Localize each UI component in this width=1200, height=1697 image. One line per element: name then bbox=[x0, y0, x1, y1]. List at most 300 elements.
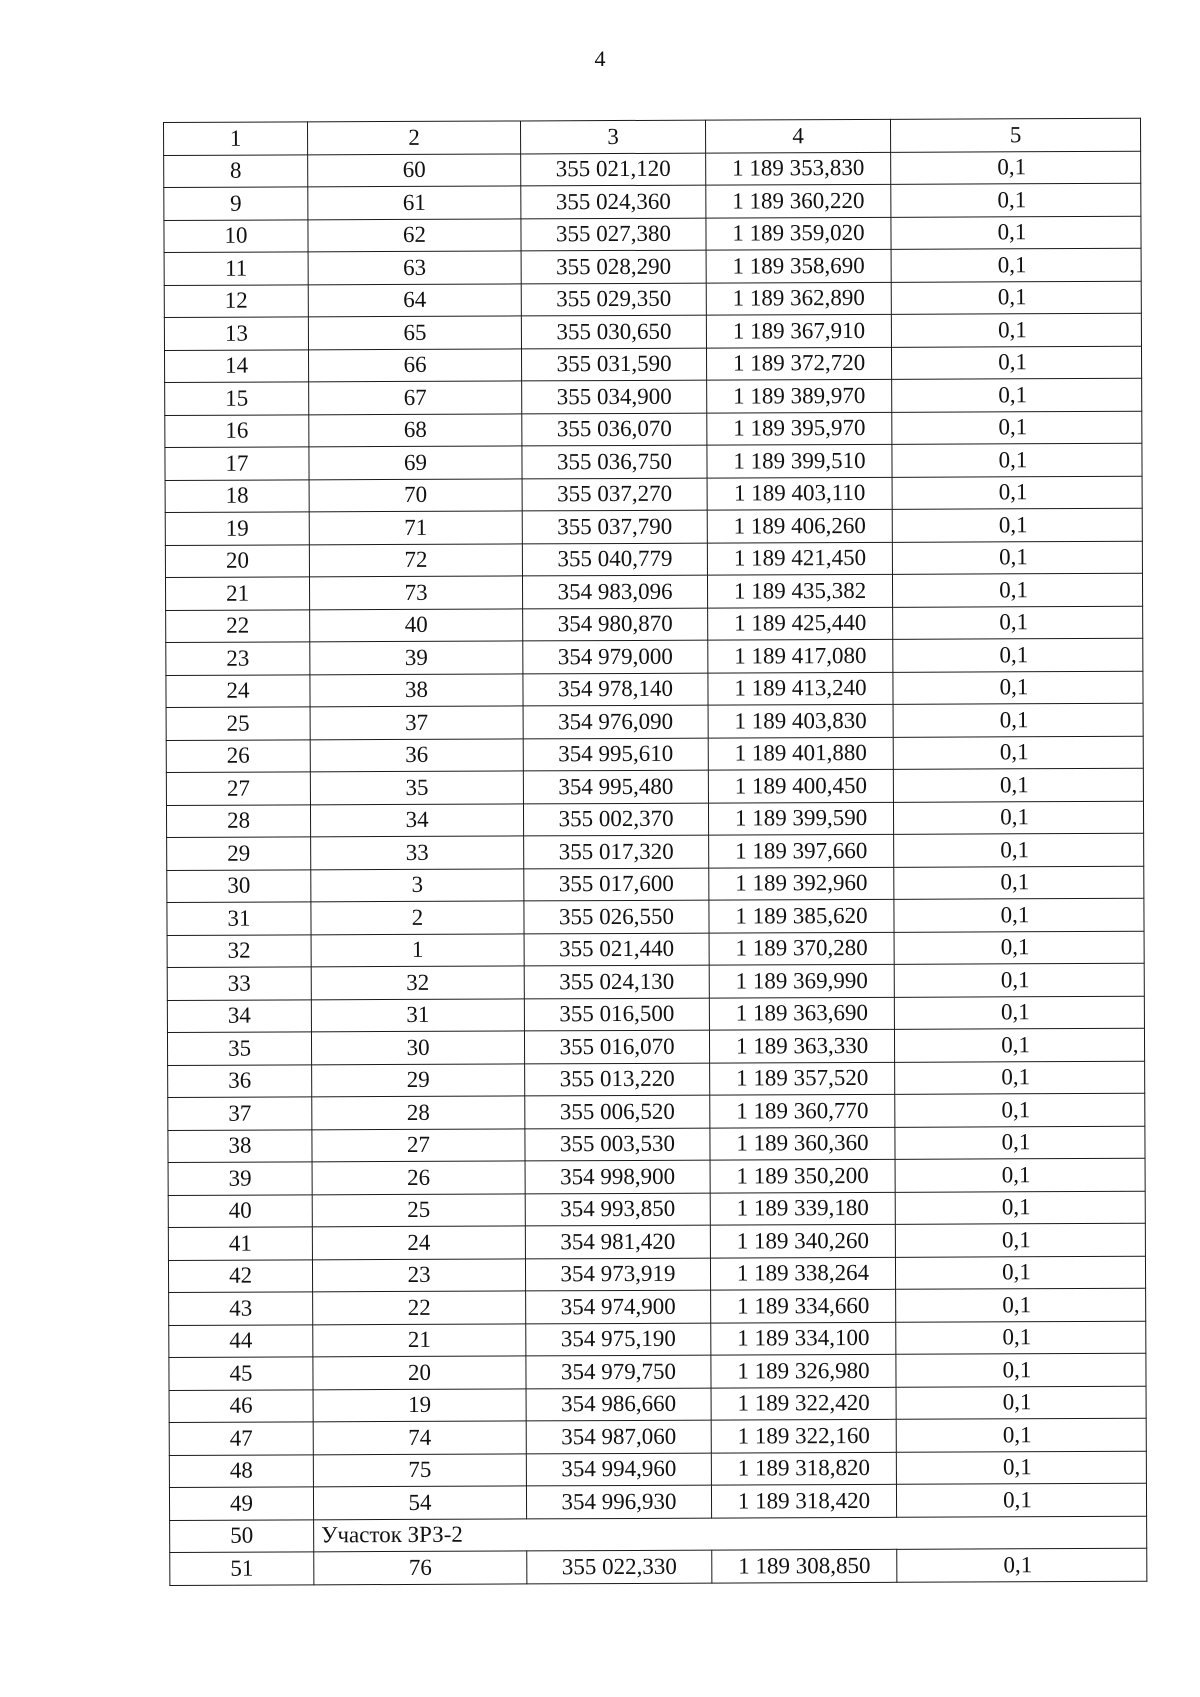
table-row bbox=[165, 541, 1142, 578]
y-coordinate-cell: 1 189 326,980 bbox=[711, 1354, 896, 1387]
x-coordinate-cell: 354 974,900 bbox=[526, 1290, 711, 1323]
accuracy-value: 0,1 bbox=[1001, 1129, 1031, 1155]
point-number-cell: 61 bbox=[308, 186, 521, 219]
point-number-cell: 71 bbox=[309, 511, 522, 544]
accuracy-value: 0,1 bbox=[999, 576, 1028, 603]
x-coordinate-cell: 354 993,850 bbox=[525, 1193, 710, 1226]
accuracy-value: 0,1 bbox=[1003, 1486, 1032, 1513]
y-coordinate-cell: 1 189 389,970 bbox=[707, 379, 892, 412]
table-row bbox=[164, 216, 1141, 253]
accuracy-cell bbox=[894, 1028, 1144, 1062]
table-row bbox=[167, 833, 1144, 870]
table-row bbox=[164, 151, 1141, 188]
table-row bbox=[164, 346, 1141, 383]
accuracy-value: 0,1 bbox=[1001, 1226, 1031, 1253]
accuracy-value: 0,1 bbox=[999, 674, 1029, 700]
table-row bbox=[169, 1451, 1146, 1488]
accuracy-cell bbox=[896, 1483, 1146, 1517]
row-number-cell: 28 bbox=[166, 804, 310, 837]
y-coordinate-cell: 1 189 362,890 bbox=[706, 282, 891, 315]
accuracy-value: 0,1 bbox=[998, 381, 1028, 408]
row-number-cell: 8 bbox=[164, 154, 308, 187]
accuracy-value: 0,1 bbox=[1000, 869, 1030, 895]
accuracy-cell bbox=[896, 1321, 1146, 1355]
accuracy-cell bbox=[896, 1451, 1146, 1485]
accuracy-cell bbox=[893, 606, 1143, 640]
accuracy-value: 0,1 bbox=[1002, 1324, 1032, 1350]
row-number-cell: 15 bbox=[165, 382, 309, 415]
accuracy-cell bbox=[892, 411, 1142, 445]
accuracy-value: 0,1 bbox=[998, 446, 1028, 473]
row-number-cell: 31 bbox=[167, 902, 311, 935]
point-number-cell: 74 bbox=[313, 1421, 526, 1454]
row-number-cell: 11 bbox=[164, 252, 308, 285]
point-number-cell: 3 bbox=[311, 868, 524, 901]
x-coordinate-cell: 354 976,090 bbox=[523, 705, 708, 738]
row-number-cell: 12 bbox=[164, 284, 308, 317]
column-header: 4 bbox=[705, 119, 890, 152]
point-number-cell: 27 bbox=[312, 1128, 525, 1161]
row-number-cell: 37 bbox=[168, 1097, 312, 1130]
accuracy-cell bbox=[896, 1288, 1146, 1322]
accuracy-cell bbox=[895, 1223, 1145, 1257]
x-coordinate-cell: 355 017,320 bbox=[524, 835, 709, 868]
coordinates-table bbox=[163, 118, 1147, 1586]
point-number-cell: 38 bbox=[310, 673, 523, 706]
point-number-cell: 25 bbox=[312, 1193, 525, 1226]
y-coordinate-cell: 1 189 358,690 bbox=[706, 249, 891, 282]
x-coordinate-cell: 355 017,600 bbox=[524, 868, 709, 901]
y-coordinate-cell: 1 189 339,180 bbox=[710, 1192, 895, 1225]
accuracy-cell bbox=[895, 1158, 1145, 1192]
accuracy-cell bbox=[891, 313, 1141, 347]
accuracy-value: 0,1 bbox=[999, 771, 1029, 798]
accuracy-value: 0,1 bbox=[998, 544, 1028, 570]
table-row bbox=[164, 248, 1141, 285]
point-number-cell: 67 bbox=[309, 381, 522, 414]
y-coordinate-cell: 1 189 360,770 bbox=[710, 1094, 895, 1127]
row-number-cell: 16 bbox=[165, 414, 309, 447]
point-number-cell: 29 bbox=[312, 1063, 525, 1096]
accuracy-value: 0,1 bbox=[1001, 1031, 1030, 1058]
table-row bbox=[169, 1288, 1146, 1325]
accuracy-value: 0,1 bbox=[997, 154, 1027, 180]
y-coordinate-cell: 1 189 406,260 bbox=[707, 509, 892, 542]
row-number-cell: 20 bbox=[165, 544, 309, 577]
x-coordinate-cell: 355 037,270 bbox=[522, 478, 707, 511]
y-coordinate-cell: 1 189 360,220 bbox=[706, 184, 891, 217]
row-number-cell: 44 bbox=[169, 1324, 313, 1357]
point-number-cell: 63 bbox=[308, 251, 521, 284]
row-number-cell: 21 bbox=[165, 577, 309, 610]
accuracy-cell bbox=[892, 378, 1142, 412]
point-number-cell: 32 bbox=[311, 966, 524, 999]
x-coordinate-cell: 354 986,660 bbox=[526, 1388, 711, 1421]
row-number-cell: 30 bbox=[167, 869, 311, 902]
table-row bbox=[167, 866, 1144, 903]
y-coordinate-cell: 1 189 322,160 bbox=[711, 1419, 896, 1452]
table-row bbox=[166, 768, 1143, 805]
y-coordinate-cell: 1 189 308,850 bbox=[712, 1549, 897, 1582]
y-coordinate-cell: 1 189 367,910 bbox=[706, 314, 891, 347]
point-number-cell: 62 bbox=[308, 218, 521, 251]
row-number-cell: 23 bbox=[166, 642, 310, 675]
x-coordinate-cell: 355 016,500 bbox=[524, 998, 709, 1031]
accuracy-cell bbox=[893, 768, 1143, 802]
x-coordinate-cell: 354 979,000 bbox=[523, 640, 708, 673]
table-row bbox=[166, 703, 1143, 740]
table-row bbox=[165, 411, 1142, 448]
accuracy-cell bbox=[895, 1126, 1145, 1160]
point-number-cell: 19 bbox=[313, 1388, 526, 1421]
point-number-cell: 70 bbox=[309, 478, 522, 511]
y-coordinate-cell: 1 189 369,990 bbox=[709, 964, 894, 997]
column-header: 5 bbox=[890, 118, 1140, 152]
x-coordinate-cell: 355 006,520 bbox=[525, 1095, 710, 1128]
column-header: 2 bbox=[308, 121, 521, 154]
y-coordinate-cell: 1 189 397,660 bbox=[709, 834, 894, 867]
section-label: Участок ЗРЗ-2 bbox=[314, 1516, 1147, 1552]
table-row bbox=[169, 1483, 1146, 1520]
x-coordinate-cell: 354 995,480 bbox=[523, 770, 708, 803]
x-coordinate-cell: 355 027,380 bbox=[521, 218, 706, 251]
accuracy-cell bbox=[893, 671, 1143, 705]
accuracy-value: 0,1 bbox=[1002, 1356, 1032, 1383]
x-coordinate-cell: 354 996,930 bbox=[526, 1485, 711, 1518]
point-number-cell: 31 bbox=[311, 998, 524, 1031]
accuracy-value: 0,1 bbox=[997, 316, 1027, 343]
x-coordinate-cell: 354 981,420 bbox=[525, 1225, 710, 1258]
point-number-cell: 72 bbox=[309, 543, 522, 576]
x-coordinate-cell: 355 021,440 bbox=[524, 933, 709, 966]
y-coordinate-cell: 1 189 334,660 bbox=[711, 1289, 896, 1322]
point-number-cell: 54 bbox=[313, 1486, 526, 1519]
row-number-cell: 48 bbox=[169, 1454, 313, 1487]
point-number-cell: 30 bbox=[311, 1031, 524, 1064]
y-coordinate-cell: 1 189 400,450 bbox=[708, 769, 893, 802]
y-coordinate-cell: 1 189 338,264 bbox=[710, 1257, 895, 1290]
accuracy-value: 0,1 bbox=[997, 186, 1027, 213]
accuracy-value: 0,1 bbox=[998, 511, 1028, 538]
table-row bbox=[167, 1028, 1144, 1065]
table-row bbox=[168, 1191, 1145, 1228]
point-number-cell: 23 bbox=[312, 1258, 525, 1291]
table-row bbox=[166, 671, 1143, 708]
accuracy-cell bbox=[891, 216, 1141, 250]
accuracy-value: 0,1 bbox=[1000, 901, 1030, 928]
accuracy-value: 0,1 bbox=[1002, 1454, 1032, 1480]
column-header: 3 bbox=[520, 120, 705, 153]
x-coordinate-cell: 355 031,590 bbox=[521, 348, 706, 381]
table-row bbox=[164, 281, 1141, 318]
accuracy-cell bbox=[892, 476, 1142, 510]
x-coordinate-cell: 355 036,070 bbox=[522, 413, 707, 446]
y-coordinate-cell: 1 189 359,020 bbox=[706, 217, 891, 250]
point-number-cell: 76 bbox=[314, 1551, 527, 1584]
y-coordinate-cell: 1 189 360,360 bbox=[710, 1127, 895, 1160]
accuracy-cell bbox=[891, 248, 1141, 282]
row-number-cell: 27 bbox=[166, 772, 310, 805]
x-coordinate-cell: 355 037,790 bbox=[522, 510, 707, 543]
point-number-cell: 65 bbox=[308, 316, 521, 349]
table-row bbox=[168, 1223, 1145, 1260]
accuracy-value: 0,1 bbox=[999, 739, 1029, 765]
row-number-cell: 29 bbox=[167, 837, 311, 870]
accuracy-cell bbox=[894, 931, 1144, 965]
table-row bbox=[166, 606, 1143, 643]
accuracy-cell bbox=[894, 898, 1144, 932]
x-coordinate-cell: 354 983,096 bbox=[522, 575, 707, 608]
table-row bbox=[167, 931, 1144, 968]
accuracy-value: 0,1 bbox=[999, 609, 1029, 635]
x-coordinate-cell: 355 040,779 bbox=[522, 543, 707, 576]
point-number-cell: 75 bbox=[313, 1453, 526, 1486]
y-coordinate-cell: 1 189 318,420 bbox=[711, 1484, 896, 1517]
accuracy-cell bbox=[893, 703, 1143, 737]
y-coordinate-cell: 1 189 363,690 bbox=[709, 997, 894, 1030]
table-row bbox=[168, 1256, 1145, 1293]
x-coordinate-cell: 354 994,960 bbox=[526, 1453, 711, 1486]
table-row bbox=[165, 476, 1142, 513]
x-coordinate-cell: 355 002,370 bbox=[523, 803, 708, 836]
accuracy-cell bbox=[896, 1418, 1146, 1452]
accuracy-cell bbox=[892, 443, 1142, 477]
accuracy-cell bbox=[891, 281, 1141, 315]
y-coordinate-cell: 1 189 385,620 bbox=[709, 899, 894, 932]
y-coordinate-cell: 1 189 353,830 bbox=[706, 152, 891, 185]
accuracy-value: 0,1 bbox=[998, 349, 1027, 375]
accuracy-value: 0,1 bbox=[1000, 804, 1029, 830]
table-row bbox=[165, 443, 1142, 480]
accuracy-value: 0,1 bbox=[1000, 934, 1030, 960]
accuracy-value: 0,1 bbox=[1001, 1096, 1031, 1123]
x-coordinate-cell: 354 995,610 bbox=[523, 738, 708, 771]
x-coordinate-cell: 354 987,060 bbox=[526, 1420, 711, 1453]
x-coordinate-cell: 354 980,870 bbox=[523, 608, 708, 641]
point-number-cell: 35 bbox=[310, 771, 523, 804]
table-row bbox=[166, 638, 1143, 675]
x-coordinate-cell: 354 973,919 bbox=[525, 1258, 710, 1291]
row-number-cell: 10 bbox=[164, 219, 308, 252]
row-number-cell: 26 bbox=[166, 739, 310, 772]
accuracy-value: 0,1 bbox=[999, 641, 1029, 668]
row-number-cell: 51 bbox=[170, 1552, 314, 1585]
row-number-cell: 42 bbox=[168, 1259, 312, 1292]
row-number-cell: 46 bbox=[169, 1389, 313, 1422]
accuracy-cell bbox=[891, 151, 1141, 185]
y-coordinate-cell: 1 189 413,240 bbox=[708, 672, 893, 705]
y-coordinate-cell: 1 189 425,440 bbox=[708, 607, 893, 640]
y-coordinate-cell: 1 189 318,820 bbox=[711, 1452, 896, 1485]
accuracy-cell bbox=[893, 736, 1143, 770]
row-number-cell: 49 bbox=[169, 1487, 313, 1520]
accuracy-value: 0,1 bbox=[1001, 1064, 1031, 1090]
y-coordinate-cell: 1 189 370,280 bbox=[709, 932, 894, 965]
table-row bbox=[167, 996, 1144, 1033]
row-number-cell: 43 bbox=[169, 1292, 313, 1325]
y-coordinate-cell: 1 189 372,720 bbox=[706, 347, 891, 380]
row-number-cell: 34 bbox=[167, 999, 311, 1032]
accuracy-value: 0,1 bbox=[1000, 999, 1030, 1025]
accuracy-cell bbox=[895, 1191, 1145, 1225]
accuracy-cell bbox=[893, 801, 1143, 835]
accuracy-cell bbox=[896, 1386, 1146, 1420]
y-coordinate-cell: 1 189 334,100 bbox=[711, 1322, 896, 1355]
table-row bbox=[167, 898, 1144, 935]
accuracy-value: 0,1 bbox=[998, 414, 1028, 440]
x-coordinate-cell: 354 979,750 bbox=[526, 1355, 711, 1388]
y-coordinate-cell: 1 189 403,830 bbox=[708, 704, 893, 737]
point-number-cell: 69 bbox=[309, 446, 522, 479]
y-coordinate-cell: 1 189 350,200 bbox=[710, 1159, 895, 1192]
x-coordinate-cell: 354 998,900 bbox=[525, 1160, 710, 1193]
row-number-cell: 33 bbox=[167, 967, 311, 1000]
accuracy-cell bbox=[895, 1093, 1145, 1127]
y-coordinate-cell: 1 189 403,110 bbox=[707, 477, 892, 510]
point-number-cell: 40 bbox=[310, 608, 523, 641]
row-number-cell: 50 bbox=[170, 1519, 314, 1552]
point-number-cell: 34 bbox=[310, 803, 523, 836]
accuracy-cell bbox=[892, 508, 1142, 542]
x-coordinate-cell: 355 030,650 bbox=[521, 315, 706, 348]
x-coordinate-cell: 355 022,330 bbox=[527, 1550, 712, 1583]
y-coordinate-cell: 1 189 322,420 bbox=[711, 1387, 896, 1420]
point-number-cell: 68 bbox=[309, 413, 522, 446]
x-coordinate-cell: 355 013,220 bbox=[525, 1063, 710, 1096]
table-row bbox=[165, 378, 1142, 415]
y-coordinate-cell: 1 189 392,960 bbox=[709, 867, 894, 900]
row-number-cell: 24 bbox=[166, 674, 310, 707]
row-number-cell: 32 bbox=[167, 934, 311, 967]
x-coordinate-cell: 355 024,130 bbox=[524, 965, 709, 998]
table-row bbox=[165, 573, 1142, 610]
accuracy-cell bbox=[891, 183, 1141, 217]
table-row bbox=[168, 1061, 1145, 1098]
accuracy-cell bbox=[897, 1548, 1147, 1582]
row-number-cell: 25 bbox=[166, 707, 310, 740]
accuracy-value: 0,1 bbox=[997, 251, 1027, 278]
point-number-cell: 36 bbox=[310, 738, 523, 771]
table-body bbox=[164, 118, 1147, 1585]
accuracy-cell bbox=[895, 1061, 1145, 1095]
table-header-row bbox=[164, 118, 1141, 155]
x-coordinate-cell: 355 021,120 bbox=[521, 153, 706, 186]
y-coordinate-cell: 1 189 435,382 bbox=[707, 574, 892, 607]
accuracy-value: 0,1 bbox=[998, 479, 1028, 505]
accuracy-value: 0,1 bbox=[1001, 1161, 1031, 1188]
page-number: 4 bbox=[594, 46, 606, 71]
row-number-cell: 13 bbox=[164, 317, 308, 350]
row-number-cell: 18 bbox=[165, 479, 309, 512]
accuracy-value: 0,1 bbox=[1000, 836, 1030, 863]
x-coordinate-cell: 355 003,530 bbox=[525, 1128, 710, 1161]
table-row bbox=[164, 313, 1141, 350]
row-number-cell: 22 bbox=[166, 609, 310, 642]
point-number-cell: 2 bbox=[311, 901, 524, 934]
x-coordinate-cell: 355 016,070 bbox=[524, 1030, 709, 1063]
accuracy-value: 0,1 bbox=[1002, 1259, 1031, 1285]
row-number-cell: 47 bbox=[169, 1422, 313, 1455]
y-coordinate-cell: 1 189 363,330 bbox=[709, 1029, 894, 1062]
y-coordinate-cell: 1 189 401,880 bbox=[708, 737, 893, 770]
point-number-cell: 66 bbox=[308, 348, 521, 381]
row-number-cell: 45 bbox=[169, 1357, 313, 1390]
row-number-cell: 41 bbox=[168, 1227, 312, 1260]
x-coordinate-cell: 354 978,140 bbox=[523, 673, 708, 706]
row-number-cell: 35 bbox=[167, 1032, 311, 1065]
table-row bbox=[169, 1353, 1146, 1390]
x-coordinate-cell: 355 036,750 bbox=[522, 445, 707, 478]
point-number-cell: 39 bbox=[310, 641, 523, 674]
y-coordinate-cell: 1 189 340,260 bbox=[710, 1224, 895, 1257]
point-number-cell: 21 bbox=[313, 1323, 526, 1356]
point-number-cell: 22 bbox=[313, 1291, 526, 1324]
accuracy-value: 0,1 bbox=[1002, 1421, 1032, 1448]
table-row bbox=[165, 508, 1142, 545]
column-header: 1 bbox=[164, 122, 308, 155]
point-number-cell: 20 bbox=[313, 1356, 526, 1389]
accuracy-cell bbox=[895, 1256, 1145, 1290]
y-coordinate-cell: 1 189 395,970 bbox=[707, 412, 892, 445]
accuracy-cell bbox=[892, 573, 1142, 607]
x-coordinate-cell: 355 024,360 bbox=[521, 185, 706, 218]
row-number-cell: 40 bbox=[168, 1194, 312, 1227]
point-number-cell: 28 bbox=[312, 1096, 525, 1129]
table-row bbox=[168, 1126, 1145, 1163]
x-coordinate-cell: 355 028,290 bbox=[521, 250, 706, 283]
accuracy-value: 0,1 bbox=[997, 219, 1027, 245]
accuracy-value: 0,1 bbox=[1001, 1194, 1031, 1220]
x-coordinate-cell: 355 026,550 bbox=[524, 900, 709, 933]
accuracy-cell bbox=[894, 963, 1144, 997]
accuracy-value: 0,1 bbox=[1002, 1389, 1032, 1415]
accuracy-cell bbox=[894, 996, 1144, 1030]
row-number-cell: 19 bbox=[165, 512, 309, 545]
x-coordinate-cell: 355 029,350 bbox=[521, 283, 706, 316]
accuracy-cell bbox=[892, 541, 1142, 575]
y-coordinate-cell: 1 189 399,590 bbox=[708, 802, 893, 835]
row-number-cell: 9 bbox=[164, 187, 308, 220]
table-row bbox=[167, 963, 1144, 1000]
accuracy-value: 0,1 bbox=[1000, 966, 1030, 993]
accuracy-cell bbox=[894, 833, 1144, 867]
row-number-cell: 14 bbox=[164, 349, 308, 382]
y-coordinate-cell: 1 189 421,450 bbox=[707, 542, 892, 575]
table-row bbox=[170, 1548, 1147, 1585]
point-number-cell: 64 bbox=[308, 283, 521, 316]
row-number-cell: 36 bbox=[168, 1064, 312, 1097]
row-number-cell: 38 bbox=[168, 1129, 312, 1162]
point-number-cell: 1 bbox=[311, 933, 524, 966]
accuracy-cell bbox=[894, 866, 1144, 900]
accuracy-value: 0,1 bbox=[997, 284, 1027, 310]
table-row bbox=[168, 1093, 1145, 1130]
accuracy-value: 0,1 bbox=[999, 706, 1029, 733]
x-coordinate-cell: 354 975,190 bbox=[526, 1323, 711, 1356]
table-row bbox=[169, 1386, 1146, 1423]
y-coordinate-cell: 1 189 417,080 bbox=[708, 639, 893, 672]
x-coordinate-cell: 355 034,900 bbox=[522, 380, 707, 413]
table-row bbox=[166, 801, 1143, 838]
point-number-cell: 33 bbox=[311, 836, 524, 869]
point-number-cell: 60 bbox=[308, 153, 521, 186]
section-row bbox=[170, 1516, 1147, 1553]
accuracy-value: 0,1 bbox=[1002, 1291, 1032, 1318]
accuracy-cell bbox=[891, 346, 1141, 380]
table-row bbox=[164, 183, 1141, 220]
accuracy-value: 0,1 bbox=[1003, 1551, 1033, 1578]
y-coordinate-cell: 1 189 399,510 bbox=[707, 444, 892, 477]
